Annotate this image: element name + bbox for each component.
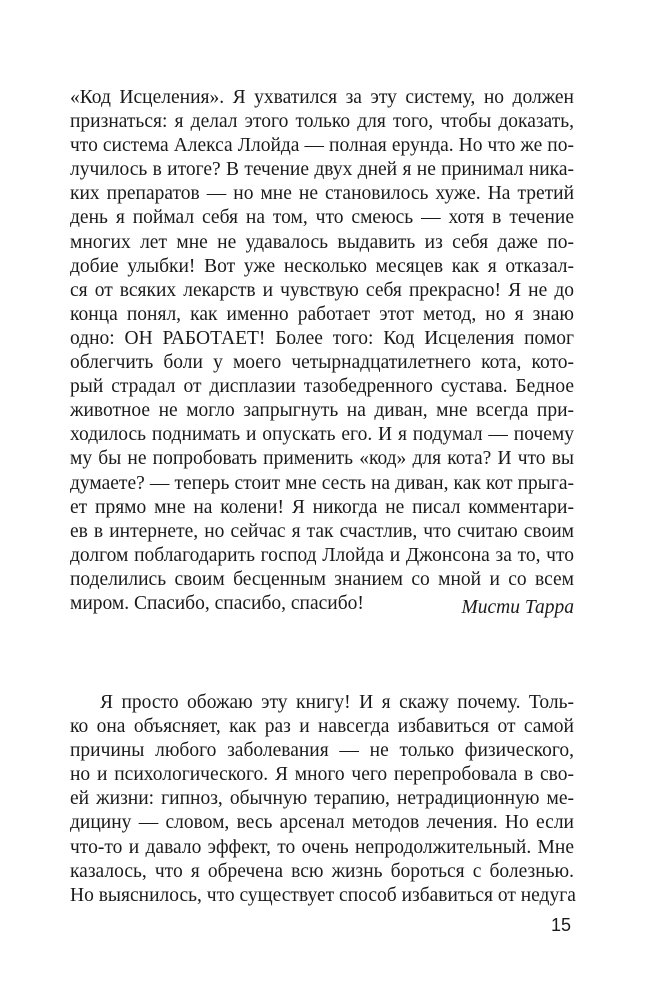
text-line: «Код Исцеления». Я ухватился за эту систему, но должен — [70, 87, 574, 108]
text-line: думаете? — теперь стоит мне сесть на диван, как кот прыга- — [70, 472, 574, 494]
text-line: лучилось в итоге? В течение двух дней я не принимал ника- — [70, 159, 574, 181]
text-line: долгом поблагодарить господ Ллойда и Джонсона за то, что — [70, 544, 574, 566]
text-line: одно: ОН РАБОТАЕТ! Более того: Код Исцеления помог — [70, 327, 574, 349]
text-line: ет прямо мне на колени! Я никогда не писал комментари- — [70, 496, 574, 518]
review-paragraph-2 — [70, 691, 574, 908]
text-line: что система Алекса Ллойда — полная ерунда. Но что же по- — [70, 135, 574, 157]
text-line: ся от всяких лекарств и чувствую себя прекрасно! Я не до — [70, 279, 574, 301]
text-line: животное не могло запрыгнуть на диван, мне всегда при- — [70, 400, 574, 422]
text-line: добие улыбки! Вот уже несколько месяцев как я отказал- — [70, 255, 574, 277]
text-line: Я просто обожаю эту книгу! И я скажу почему. Толь- — [100, 692, 574, 713]
text-line: дицину — словом, весь арсенал методов лечения. Но если — [70, 812, 574, 834]
text-line: ей жизни: гипноз, обычную терапию, нетрадиционную ме- — [70, 788, 574, 810]
text-line: причины любого заболевания — не только физического, — [70, 740, 574, 762]
page-number: 15 — [550, 915, 571, 935]
text-line: казалось, что я обречена всю жизнь бороться с болезнью. — [70, 860, 574, 882]
review-paragraph-1 — [70, 86, 574, 616]
text-line: миром. Спасибо, спасибо, спасибо! — [70, 592, 364, 614]
text-line: признаться: я делал этого только для того, чтобы доказать, — [70, 111, 574, 133]
text-line: ев в интернете, но сейчас я так счастлив, что считаю своим — [70, 520, 574, 542]
text-line: конца понял, как именно работает этот метод, но я знаю — [70, 303, 574, 325]
text-line: Но выяснилось, что существует способ избавиться от недуга — [70, 884, 576, 906]
review-signature: Мисти Тарра — [461, 597, 574, 618]
text-line: ких препаратов — но мне не становилось хуже. На третий — [70, 183, 574, 205]
text-line: рый страдал от дисплазии тазобедренного сустава. Бедное — [70, 376, 574, 398]
text-line: ходилось поднимать и опускать его. И я подумал — почему — [70, 424, 574, 446]
text-line: ко она объясняет, как раз и навсегда избавиться от самой — [70, 716, 574, 738]
text-line: облегчить боли у моего четырнадцатилетнего кота, кото- — [70, 352, 574, 374]
text-line: му бы не попробовать применить «код» для кота? И что вы — [70, 448, 574, 470]
text-line: день я поймал себя на том, что смеюсь — хотя в течение — [70, 207, 574, 229]
text-line: но и психологического. Я много чего перепробовала в сво- — [70, 764, 574, 786]
text-line: многих лет мне не удавалось выдавить из себя даже по- — [70, 231, 574, 253]
text-line: поделились своим бесценным знанием со мной и со всем — [70, 568, 574, 590]
text-line: что-то и давало эффект, то очень непродолжительный. Мне — [70, 836, 574, 858]
